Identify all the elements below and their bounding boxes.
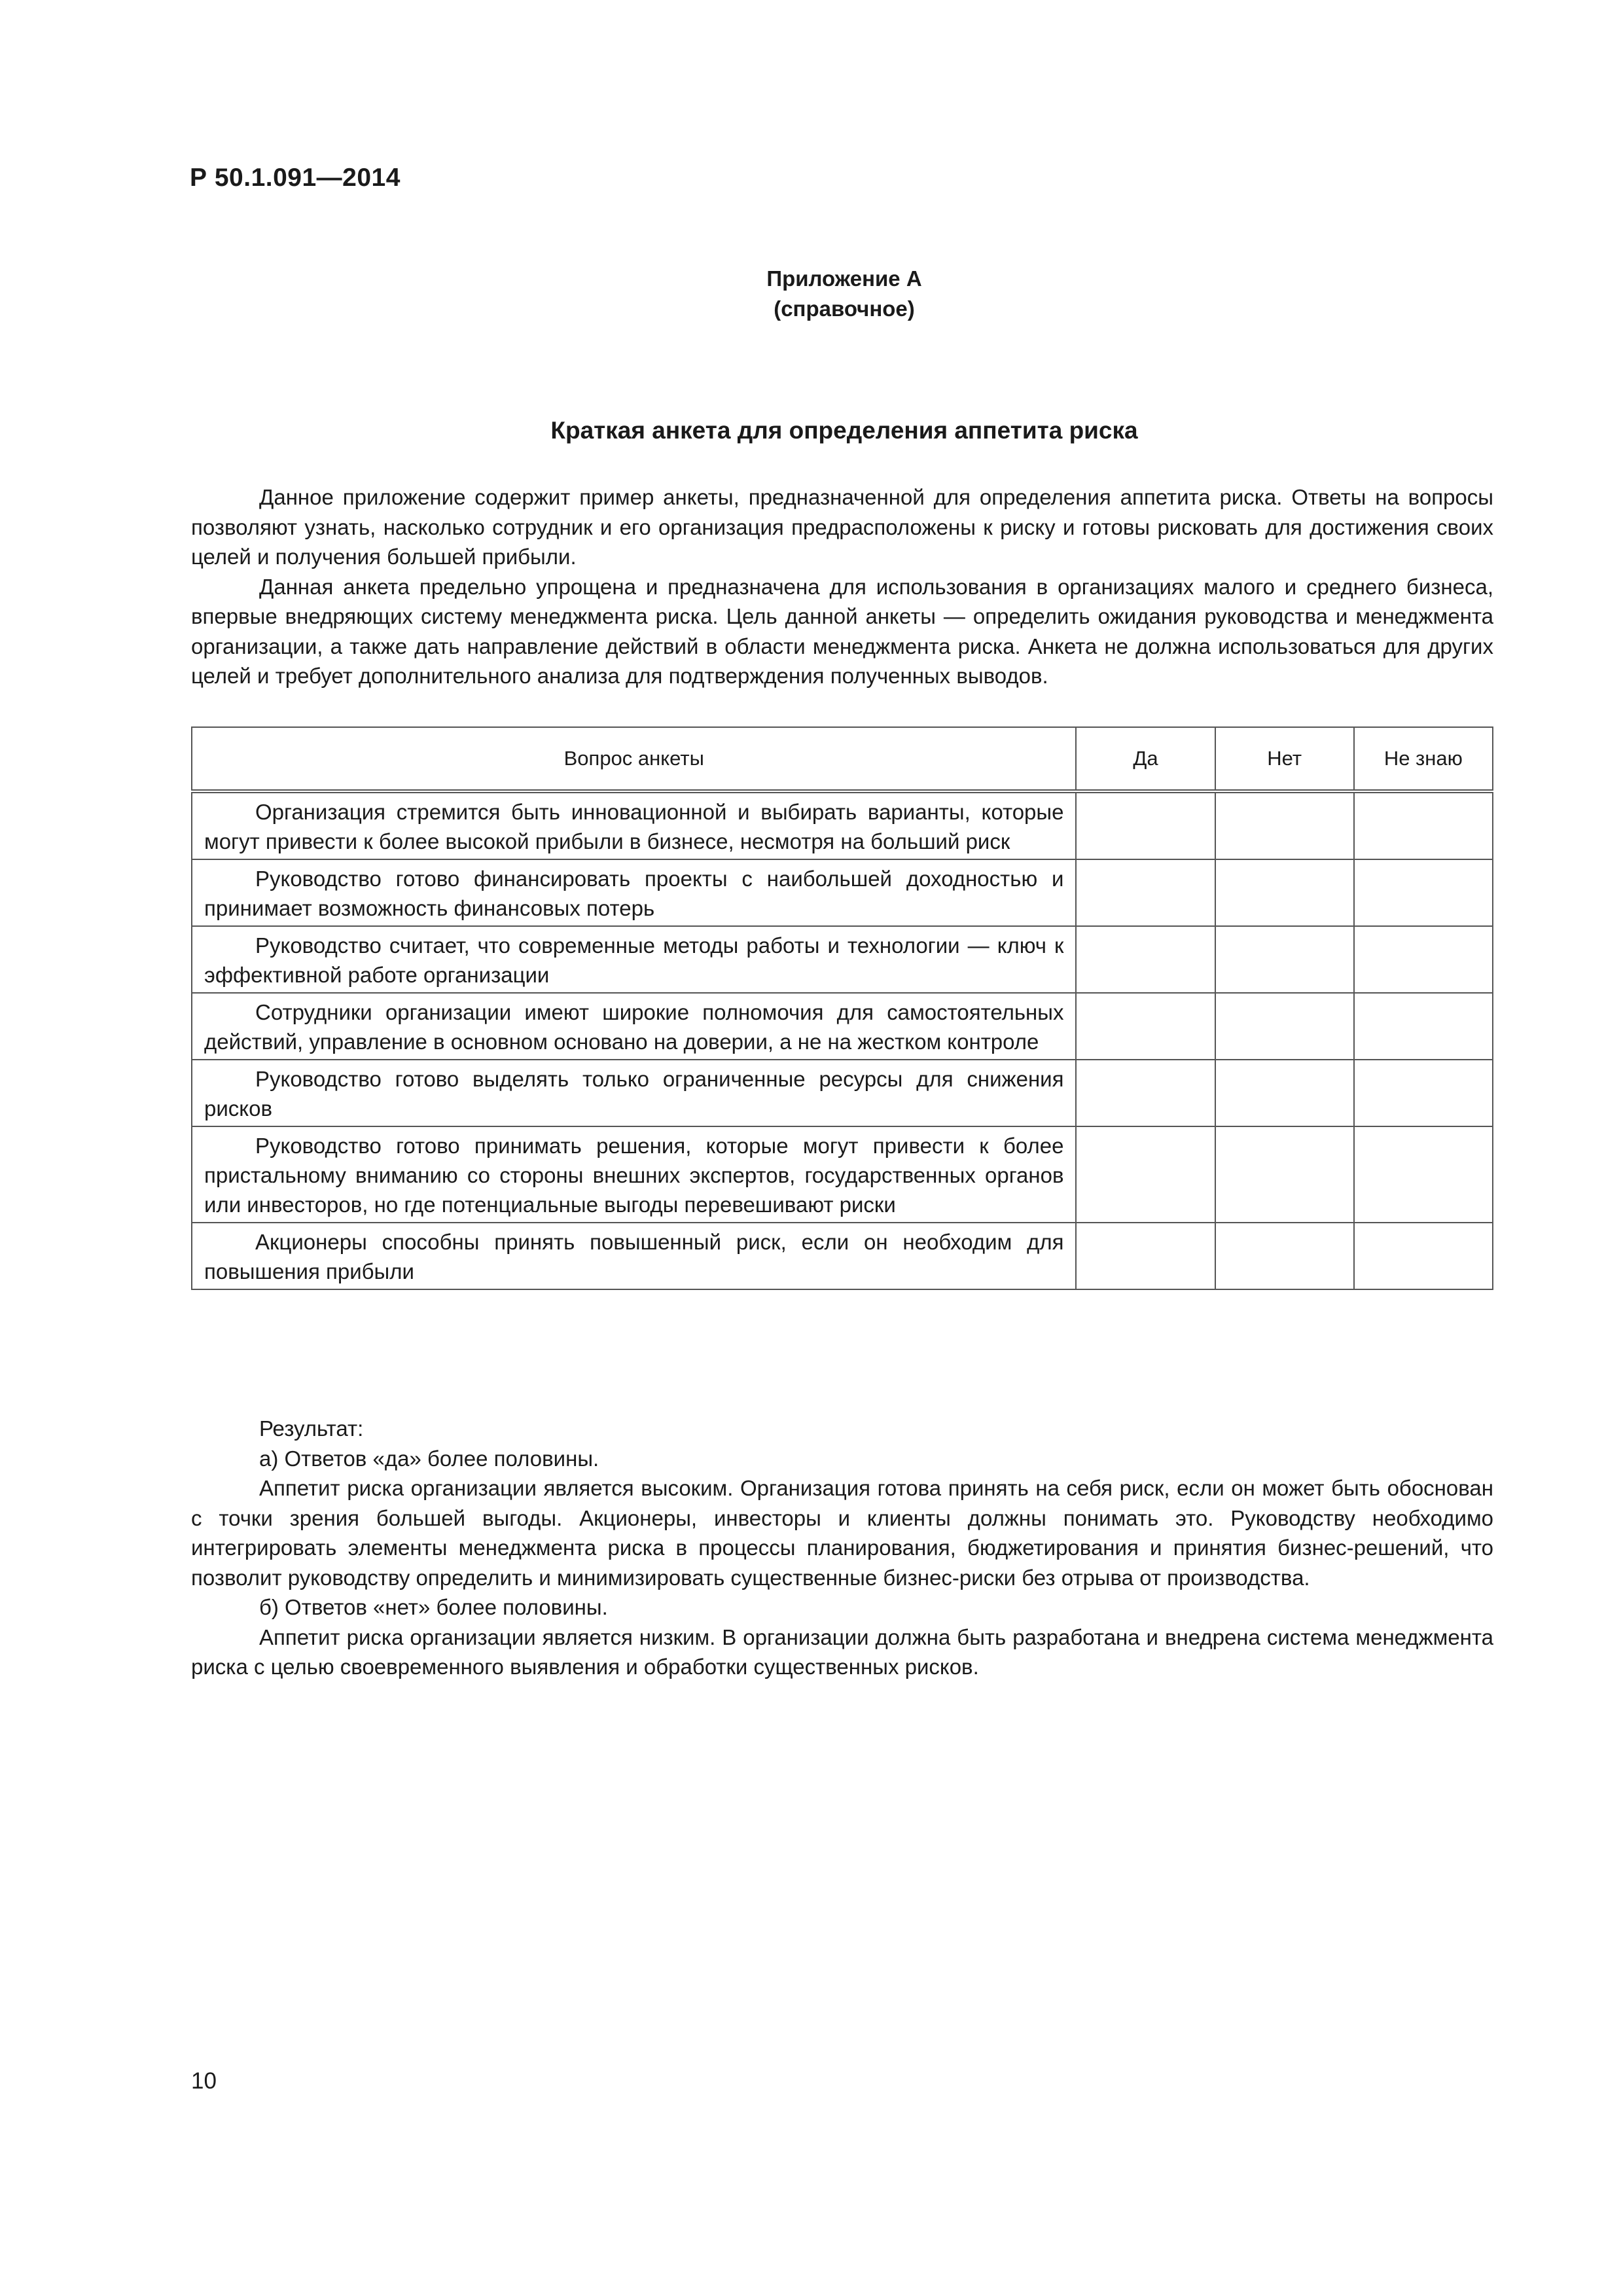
header-yes: Да xyxy=(1076,727,1215,791)
answer-dont-know-cell[interactable] xyxy=(1354,1223,1493,1289)
header-dont-know: Не знаю xyxy=(1354,727,1493,791)
table-row xyxy=(192,1060,1493,1126)
question-cell: Организация стремится быть инновационной и выбирать варианты, которые могут привести к более высокой прибыли в бизнесе, несмотря на больший риск xyxy=(192,791,1076,859)
table-row xyxy=(192,993,1493,1060)
table-row xyxy=(192,1223,1493,1289)
table-header-row xyxy=(192,727,1493,791)
answer-yes-cell[interactable] xyxy=(1076,1060,1215,1126)
answer-yes-cell[interactable] xyxy=(1076,993,1215,1060)
page-number: 10 xyxy=(191,2068,217,2094)
answer-no-cell[interactable] xyxy=(1215,859,1354,926)
answer-no-cell[interactable] xyxy=(1215,1223,1354,1289)
appendix-title: Приложение А xyxy=(766,266,922,291)
answer-dont-know-cell[interactable] xyxy=(1354,993,1493,1060)
answer-dont-know-cell[interactable] xyxy=(1354,859,1493,926)
answer-yes-cell[interactable] xyxy=(1076,791,1215,859)
answer-no-cell[interactable] xyxy=(1215,1060,1354,1126)
result-case-a-label: а) Ответов «да» более половины. xyxy=(259,1446,599,1471)
result-case-b-text: Аппетит риска организации является низким. В организации должна быть разработана и внедрена система менеджмента риска с целью своевременного выявления и обработки существенных рисков. xyxy=(191,1624,1493,1679)
answer-dont-know-cell[interactable] xyxy=(1354,1126,1493,1223)
intro-paragraph: Данное приложение содержит пример анкеты, предназначенной для определения аппетита риска. Ответы на вопросы позволяют узнать, насколько сотрудник и его организация предрасположены к риску и готовы рисковать для достижения своих целей и получения большей прибыли. xyxy=(191,485,1493,569)
section-title: Краткая анкета для определения аппетита риска xyxy=(550,417,1138,444)
result-label: Результат: xyxy=(259,1416,364,1441)
question-cell: Руководство готово принимать решения, которые могут привести к более пристальному вниманию со стороны внешних экспертов, государственных органов или инвесторов, но где потенциальные выгоды перевешивают риски xyxy=(192,1126,1076,1223)
question-cell: Руководство считает, что современные методы работы и технологии — ключ к эффективной работе организации xyxy=(192,926,1076,993)
table-row xyxy=(192,1126,1493,1223)
result-case-b-label: б) Ответов «нет» более половины. xyxy=(259,1595,608,1619)
question-cell: Руководство готово финансировать проекты с наибольшей доходностью и принимает возможность финансовых потерь xyxy=(192,859,1076,926)
intro-text xyxy=(191,482,1493,691)
answer-no-cell[interactable] xyxy=(1215,926,1354,993)
question-cell: Руководство готово выделять только ограниченные ресурсы для снижения рисков xyxy=(192,1060,1076,1126)
appendix-subtitle: (справочное) xyxy=(774,296,915,321)
answer-dont-know-cell[interactable] xyxy=(1354,791,1493,859)
result-section xyxy=(191,1414,1493,1682)
question-cell: Акционеры способны принять повышенный риск, если он необходим для повышения прибыли xyxy=(192,1223,1076,1289)
answer-no-cell[interactable] xyxy=(1215,791,1354,859)
answer-dont-know-cell[interactable] xyxy=(1354,1060,1493,1126)
intro-paragraph: Данная анкета предельно упрощена и предназначена для использования в организациях малого и среднего бизнеса, впервые внедряющих систему менеджмента риска. Цель данной анкеты — определить ожидания руководства и менеджмента организации, а также дать направление действий в области менеджмента риска. Анкета не должна использоваться для других целей и требует дополнительного анализа для подтверждения полученных выводов. xyxy=(191,574,1493,688)
table-row xyxy=(192,791,1493,859)
answer-no-cell[interactable] xyxy=(1215,993,1354,1060)
answer-yes-cell[interactable] xyxy=(1076,859,1215,926)
questionnaire-table xyxy=(191,726,1493,1290)
result-case-a-text: Аппетит риска организации является высоким. Организация готова принять на себя риск, если он может быть обоснован с точки зрения большей выгоды. Акционеры, инвесторы и клиенты должны понимать это. Руководству необходимо интегрировать элементы менеджмента риска в процессы планирования, бюджетирования и принятия бизнес-решений, что позволит руководству определить и минимизировать существенные бизнес-риски без отрыва от производства. xyxy=(191,1476,1493,1590)
answer-yes-cell[interactable] xyxy=(1076,1223,1215,1289)
table-row xyxy=(192,926,1493,993)
header-question: Вопрос анкеты xyxy=(192,727,1076,791)
answer-yes-cell[interactable] xyxy=(1076,926,1215,993)
answer-dont-know-cell[interactable] xyxy=(1354,926,1493,993)
header-no: Нет xyxy=(1215,727,1354,791)
answer-yes-cell[interactable] xyxy=(1076,1126,1215,1223)
question-cell: Сотрудники организации имеют широкие полномочия для самостоятельных действий, управление в основном основано на доверии, а не на жестком контроле xyxy=(192,993,1076,1060)
table-row xyxy=(192,859,1493,926)
answer-no-cell[interactable] xyxy=(1215,1126,1354,1223)
appendix-heading xyxy=(0,264,1623,324)
document-code: Р 50.1.091—2014 xyxy=(190,164,401,192)
